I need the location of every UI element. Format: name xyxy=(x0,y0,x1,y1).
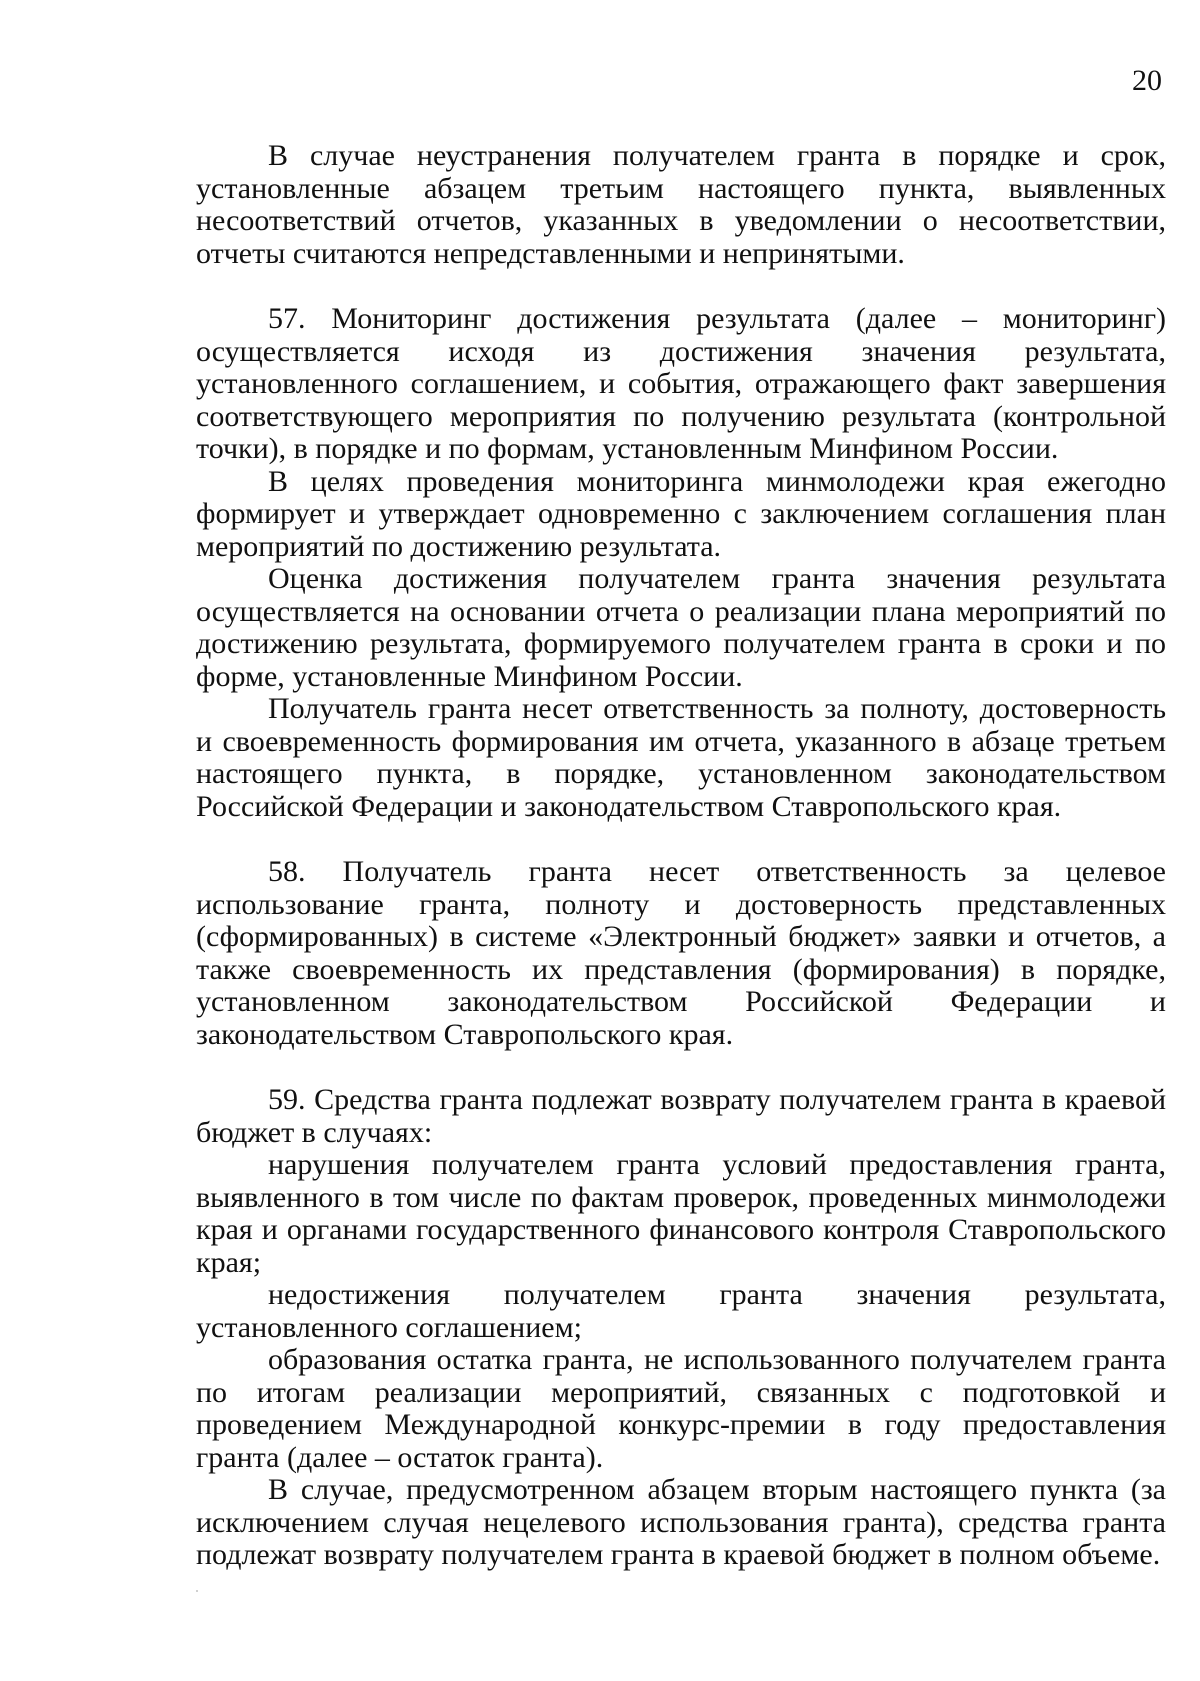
scan-dot xyxy=(196,1590,198,1592)
document-body xyxy=(196,140,1166,1572)
paragraph-59-return: 59. Средства гранта подлежат возврату получателем гранта в краевой бюджет в случаях: xyxy=(196,1083,1166,1149)
paragraph-57-responsibility: Получатель гранта несет ответственность за полноту, достоверность и своевременность формирования им отчета, указанного в абзаце третьем настоящего пункта, в порядке, установленном законодательством Российской Федерации и законодательством Ставропольского края. xyxy=(196,692,1166,823)
paragraph-57-plan: В целях проведения мониторинга минмолодежи края ежегодно формирует и утверждает одновременно с заключением соглашения план мероприятий по достижению результата. xyxy=(196,464,1166,563)
paragraph-59-full-return: В случае, предусмотренном абзацем вторым настоящего пункта (за исключением случая нецелевого использования гранта), средства гранта подлежат возврату получателем гранта в краевой бюджет в полном объеме. xyxy=(196,1473,1166,1571)
paragraph-59-violation: нарушения получателем гранта условий предоставления гранта, выявленного в том числе по фактам проверок, проведенных минмолодежи края и органами государственного финансового контроля Ставропольского края; xyxy=(196,1148,1166,1279)
paragraph-59-remainder: образования остатка гранта, не использованного получателем гранта по итогам реализации мероприятий, связанных с подготовкой и проведением Международной конкурс-премии в году предоставления гранта (далее – остаток гранта). xyxy=(196,1343,1166,1474)
paragraph-58-responsibility: 58. Получатель гранта несет ответственность за целевое использование гранта, полноту и достоверность представленных (сформированных) в системе «Электронный бюджет» заявки и отчетов, а также своевременность их представления (формирования) в порядке, установленном законодательством Российской Федерации и законодательством Ставропольского края. xyxy=(196,855,1166,1051)
paragraph-57-monitoring: 57. Мониторинг достижения результата (далее – мониторинг) осуществляется исходя из достижения значения результата, установленного соглашением, и события, отражающего факт завершения соответствующего мероприятия по получению результата (контрольной точки), в порядке и по формам, установленным Минфином России. xyxy=(196,302,1166,465)
page-number: 20 xyxy=(1132,64,1162,97)
paragraph-57-assessment: Оценка достижения получателем гранта значения результата осуществляется на основании отчета о реализации плана мероприятий по достижению результата, формируемого получателем гранта в сроки и по форме, установленные Минфином России. xyxy=(196,562,1166,693)
paragraph-59-not-achieved: недостижения получателем гранта значения результата, установленного соглашением; xyxy=(196,1278,1166,1344)
paragraph-56-continuation: В случае неустранения получателем гранта в порядке и срок, установленные абзацем третьим настоящего пункта, выявленных несоответствий отчетов, указанных в уведомлении о несоответствии, отчеты считаются непредставленными и непринятыми. xyxy=(196,139,1166,270)
